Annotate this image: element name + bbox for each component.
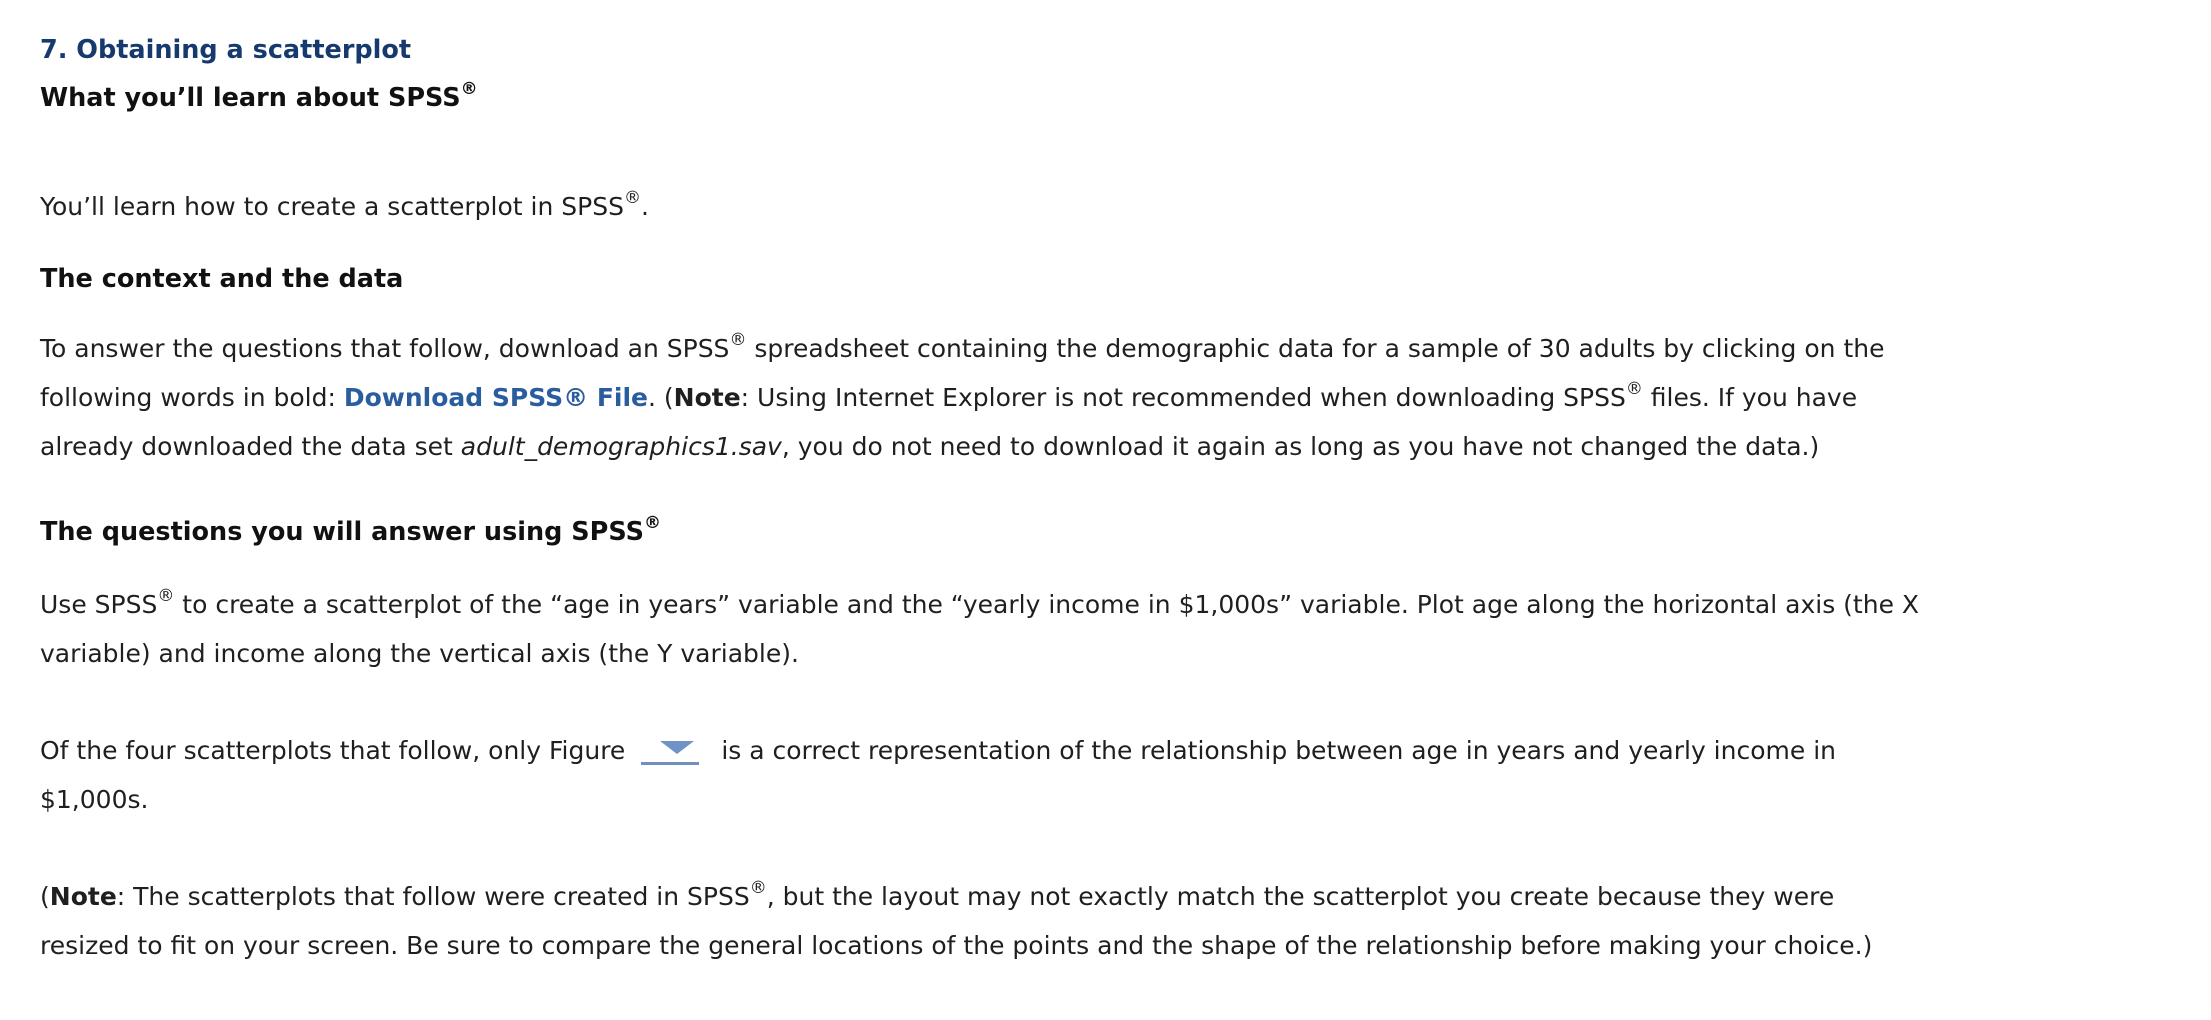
note-open-paren: ( — [40, 882, 50, 911]
note-text: , but the layout may not exactly match the scatterplot you create because they were — [766, 882, 1835, 911]
context-paragraph — [40, 324, 1885, 471]
questions-heading — [40, 514, 661, 550]
questions-paragraph — [40, 580, 1919, 678]
note-label: Note — [49, 882, 117, 911]
figure-question-line-2: $1,000s. — [40, 785, 149, 814]
registered-mark: ® — [749, 877, 767, 898]
registered-mark: ® — [1625, 378, 1643, 399]
dataset-name: adult_demographics1.sav — [460, 432, 782, 461]
learn-text-body: You’ll learn how to create a scatterplot in SPSS — [40, 192, 624, 221]
context-text: . ( — [648, 383, 674, 412]
context-line-3 — [40, 422, 1885, 471]
figure-question-text: Of the four scatterplots that follow, only Figure — [40, 736, 626, 765]
learn-text-end: . — [640, 192, 649, 221]
questions-line-1 — [40, 580, 1919, 629]
note-label: Note — [673, 383, 741, 412]
learn-text — [40, 182, 649, 231]
context-text: : Using Internet Explorer is not recommended when downloading SPSS — [740, 383, 1626, 412]
note-text: : The scatterplots that follow were created in SPSS — [116, 882, 750, 911]
context-line-2 — [40, 373, 1885, 422]
context-text: files. If you have — [1642, 383, 1858, 412]
context-text: , you do not need to download it again as long as you have not changed the data.) — [781, 432, 1820, 461]
registered-mark: ® — [643, 512, 661, 533]
figure-question-text: is a correct representation of the relationship between age in years and yearly income in — [721, 736, 1836, 765]
questions-heading-text: The questions you will answer using SPSS — [40, 517, 644, 547]
learn-heading — [40, 80, 478, 116]
questions-text: Use SPSS — [40, 590, 158, 619]
figure-select-dropdown[interactable] — [641, 732, 699, 765]
download-spss-file-link[interactable]: Download SPSS® File — [343, 383, 648, 412]
note-line-2: resized to fit on your screen. Be sure to compare the general locations of the points and the shape of the relationship before making your choice.) — [40, 931, 1873, 960]
context-text: already downloaded the data set — [40, 432, 461, 461]
chevron-down-icon[interactable] — [660, 741, 694, 754]
note-line-1 — [40, 872, 1872, 921]
note-paragraph — [40, 872, 1872, 970]
figure-question — [40, 726, 1836, 824]
registered-mark: ® — [460, 78, 478, 99]
registered-mark: ® — [623, 187, 641, 208]
questions-line-2: variable) and income along the vertical axis (the Y variable). — [40, 639, 799, 668]
context-text: following words in bold: — [40, 383, 344, 412]
figure-question-line-1 — [40, 726, 1836, 775]
context-line-1 — [40, 324, 1885, 373]
section-title: 7. Obtaining a scatterplot — [40, 35, 412, 65]
registered-mark: ® — [157, 585, 175, 606]
context-text: To answer the questions that follow, download an SPSS — [40, 334, 730, 363]
context-text: spreadsheet containing the demographic data for a sample of 30 adults by clicking on the — [746, 334, 1885, 363]
context-heading: The context and the data — [40, 264, 404, 294]
registered-mark: ® — [729, 329, 747, 350]
questions-text: to create a scatterplot of the “age in years” variable and the “yearly income in $1,000s” variable. Plot age along the horizontal axis (the X — [174, 590, 1920, 619]
learn-heading-text: What you’ll learn about SPSS — [40, 83, 461, 113]
